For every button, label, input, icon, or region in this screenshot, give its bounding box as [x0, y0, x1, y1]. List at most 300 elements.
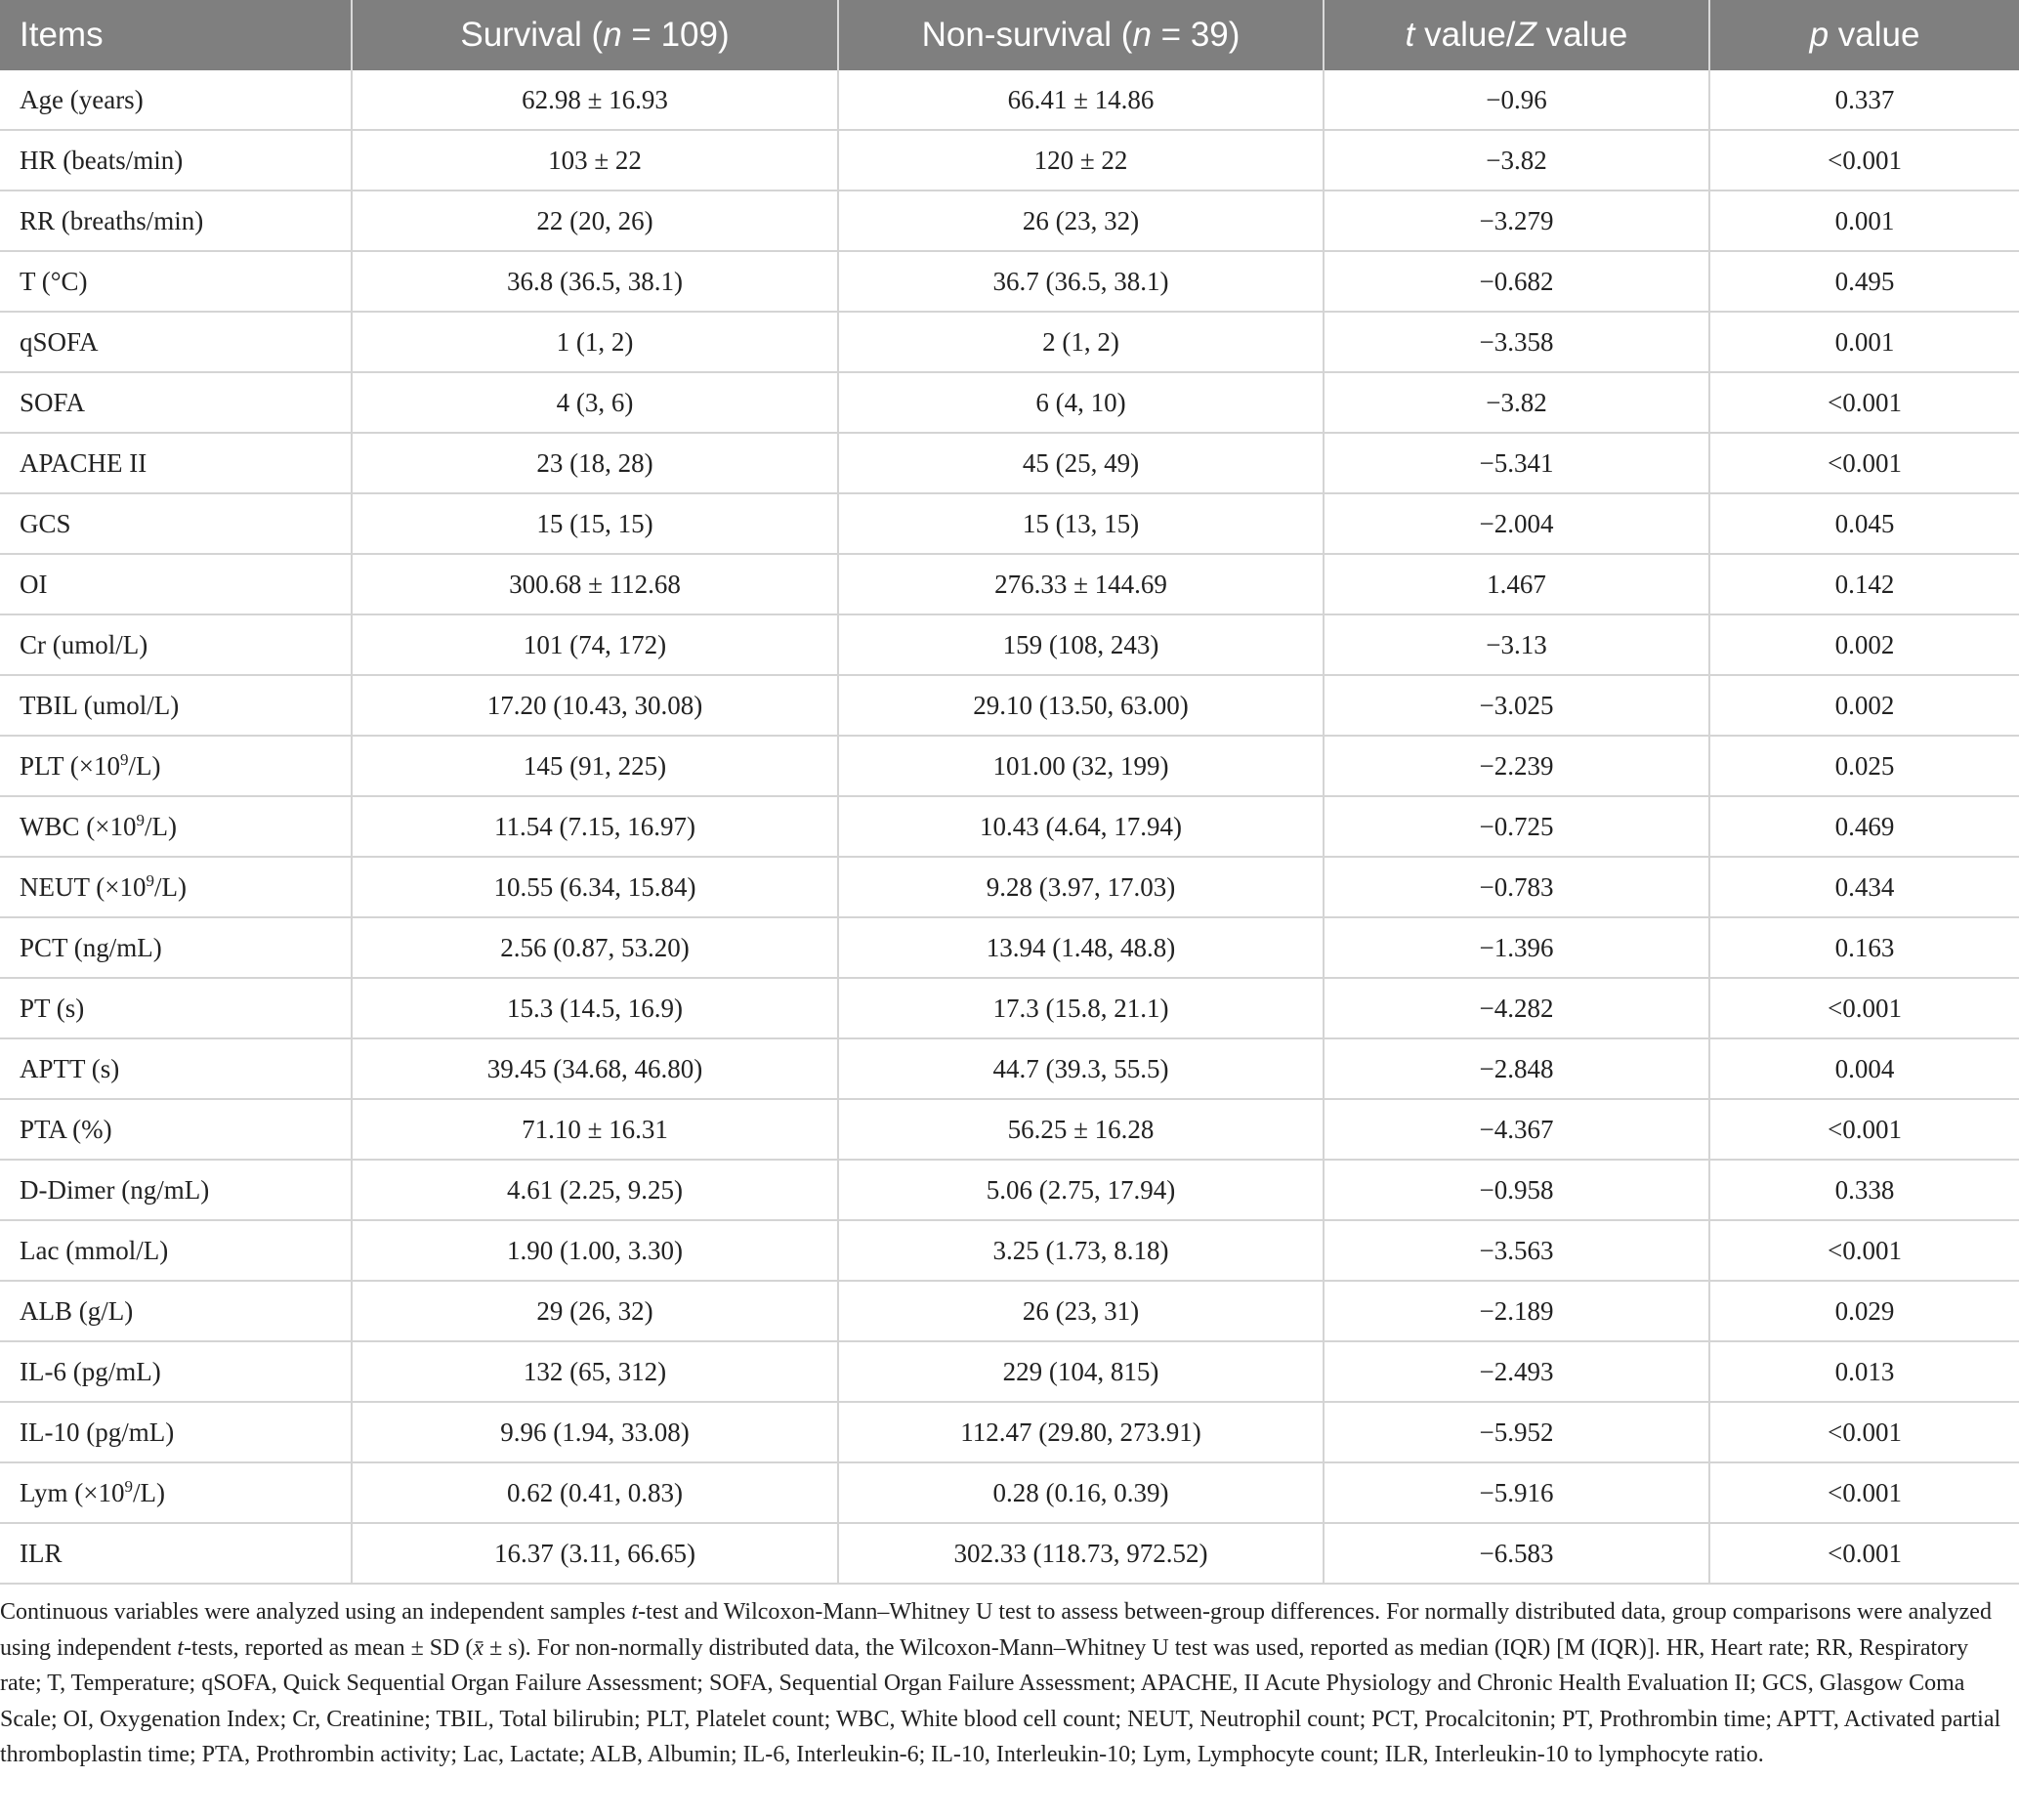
- cell-p-value: [1709, 312, 2019, 372]
- cell-survival-text: 62.98 ± 16.93: [522, 84, 668, 114]
- cell-p-value-text: <0.001: [1828, 387, 1902, 417]
- table-row: [0, 1341, 2019, 1402]
- cell-p-value: [1709, 1523, 2019, 1584]
- cell-survival-text: 71.10 ± 16.31: [522, 1114, 668, 1144]
- cell-p-value-text: <0.001: [1828, 1538, 1902, 1568]
- cell-statistic-text: −1.396: [1479, 932, 1554, 962]
- cell-item-exponent: 9: [120, 750, 129, 769]
- cell-statistic-text: −2.239: [1479, 750, 1554, 781]
- cell-statistic: [1324, 857, 1709, 917]
- cell-p-value-text: 0.013: [1834, 1356, 1895, 1386]
- cell-item: [0, 1038, 352, 1099]
- cell-p-value: [1709, 1462, 2019, 1523]
- cell-p-value: [1709, 1402, 2019, 1462]
- cell-p-value: [1709, 433, 2019, 493]
- cell-statistic-text: −5.916: [1479, 1477, 1554, 1507]
- cell-item: [0, 1523, 352, 1584]
- cell-item-text: PT (s): [20, 993, 85, 1023]
- cell-survival-text: 16.37 (3.11, 66.65): [494, 1538, 695, 1568]
- header-statistic-t: t: [1405, 16, 1415, 54]
- cell-statistic-text: −3.82: [1486, 145, 1547, 175]
- cell-statistic-text: −5.341: [1479, 447, 1554, 478]
- cell-non-survival: [838, 372, 1324, 433]
- cell-survival: [352, 1281, 838, 1341]
- cell-item-text: WBC (×10: [20, 812, 137, 841]
- cell-survival: [352, 312, 838, 372]
- cell-item: [0, 736, 352, 796]
- cell-survival-text: 36.8 (36.5, 38.1): [507, 266, 683, 296]
- cell-p-value: [1709, 1341, 2019, 1402]
- table-row: [0, 70, 2019, 130]
- cell-statistic-text: −2.004: [1479, 508, 1554, 538]
- table-row: [0, 251, 2019, 312]
- table-row: [0, 1462, 2019, 1523]
- footnote-text-2: -test and Wilcoxon-Mann–Whitney U test to assess between-group differences. For normally distributed data, group comparisons were analyzed using independent: [0, 1599, 1992, 1661]
- cell-non-survival-text: 17.3 (15.8, 21.1): [992, 993, 1169, 1023]
- cell-survival: [352, 433, 838, 493]
- cell-survival: [352, 1099, 838, 1160]
- cell-non-survival: [838, 190, 1324, 251]
- cell-item: [0, 1220, 352, 1281]
- cell-survival-text: 101 (74, 172): [523, 629, 667, 659]
- cell-p-value-text: <0.001: [1828, 1114, 1902, 1144]
- header-non-survival-n: n: [1132, 16, 1152, 54]
- cell-item-text: APACHE II: [20, 447, 147, 478]
- cell-non-survival: [838, 251, 1324, 312]
- header-p-value-p: p: [1809, 16, 1830, 54]
- cell-survival-text: 132 (65, 312): [523, 1356, 667, 1386]
- cell-non-survival-text: 112.47 (29.80, 273.91): [960, 1417, 1201, 1447]
- cell-survival: [352, 1462, 838, 1523]
- header-items: [0, 0, 352, 70]
- cell-item-text: PCT (ng/mL): [20, 932, 162, 962]
- cell-p-value-text: <0.001: [1828, 1477, 1902, 1507]
- cell-non-survival: [838, 1281, 1324, 1341]
- cell-non-survival-text: 9.28 (3.97, 17.03): [986, 871, 1176, 902]
- cell-non-survival: [838, 554, 1324, 614]
- cell-non-survival: [838, 1462, 1324, 1523]
- table-row: [0, 917, 2019, 978]
- cell-survival: [352, 190, 838, 251]
- cell-survival-text: 103 ± 22: [548, 145, 642, 175]
- cell-statistic-text: −5.952: [1479, 1417, 1554, 1447]
- cell-statistic-text: −4.367: [1479, 1114, 1554, 1144]
- table-body: [0, 70, 2019, 1584]
- cell-statistic: [1324, 1160, 1709, 1220]
- table-row: [0, 1281, 2019, 1341]
- cell-item-text: ILR: [20, 1538, 63, 1568]
- table-row: [0, 1160, 2019, 1220]
- cell-p-value: [1709, 1220, 2019, 1281]
- cell-non-survival-text: 45 (25, 49): [1022, 447, 1140, 478]
- cell-p-value: [1709, 917, 2019, 978]
- footnote-text-3: -tests, reported as mean ± SD (: [183, 1634, 474, 1661]
- cell-non-survival: [838, 433, 1324, 493]
- cell-non-survival: [838, 130, 1324, 190]
- cell-non-survival: [838, 1341, 1324, 1402]
- cell-statistic-text: −3.82: [1486, 387, 1547, 417]
- cell-p-value: [1709, 190, 2019, 251]
- cell-item: [0, 857, 352, 917]
- cell-non-survival-text: 10.43 (4.64, 17.94): [980, 811, 1182, 841]
- cell-p-value-text: <0.001: [1828, 447, 1902, 478]
- cell-item: [0, 917, 352, 978]
- table-row: [0, 433, 2019, 493]
- cell-statistic-text: −3.13: [1486, 629, 1547, 659]
- cell-p-value: [1709, 251, 2019, 312]
- cell-statistic: [1324, 675, 1709, 736]
- cell-non-survival: [838, 978, 1324, 1038]
- cell-survival-text: 4.61 (2.25, 9.25): [507, 1174, 683, 1205]
- cell-p-value-text: 0.163: [1834, 932, 1895, 962]
- cell-p-value-text: 0.142: [1834, 569, 1895, 599]
- cell-non-survival-text: 66.41 ± 14.86: [1007, 84, 1155, 114]
- cell-p-value: [1709, 130, 2019, 190]
- cell-p-value-text: 0.434: [1834, 871, 1895, 902]
- cell-non-survival-text: 101.00 (32, 199): [992, 750, 1169, 781]
- cell-survival: [352, 857, 838, 917]
- header-statistic-tail: value: [1535, 16, 1628, 54]
- cell-item-text: APTT (s): [20, 1053, 120, 1083]
- cell-survival: [352, 130, 838, 190]
- table-row: [0, 796, 2019, 857]
- cell-survival: [352, 251, 838, 312]
- header-non-survival-post: = 39): [1151, 16, 1241, 54]
- cell-statistic: [1324, 372, 1709, 433]
- cell-p-value: [1709, 796, 2019, 857]
- cell-survival: [352, 1160, 838, 1220]
- cell-non-survival-text: 56.25 ± 16.28: [1007, 1114, 1155, 1144]
- cell-statistic-text: −0.725: [1479, 811, 1554, 841]
- cell-non-survival: [838, 70, 1324, 130]
- footnote-text-1: Continuous variables were analyzed using an independent samples: [0, 1599, 632, 1625]
- cell-survival: [352, 1220, 838, 1281]
- table-row: [0, 493, 2019, 554]
- cell-item-text: IL-10 (pg/mL): [20, 1417, 175, 1447]
- cell-statistic: [1324, 1341, 1709, 1402]
- cell-statistic: [1324, 1281, 1709, 1341]
- cell-item: [0, 1099, 352, 1160]
- cell-statistic-text: −3.358: [1479, 326, 1554, 357]
- cell-non-survival-text: 15 (13, 15): [1022, 508, 1140, 538]
- header-row: [0, 0, 2019, 70]
- cell-item-text: TBIL (umol/L): [20, 690, 180, 720]
- table-row: [0, 736, 2019, 796]
- cell-survival-text: 145 (91, 225): [523, 750, 667, 781]
- cell-statistic: [1324, 1099, 1709, 1160]
- table-row: [0, 978, 2019, 1038]
- footnote-italic-t-2: t: [177, 1634, 184, 1661]
- table-row: [0, 130, 2019, 190]
- cell-item-text: OI: [20, 569, 48, 599]
- cell-non-survival-text: 36.7 (36.5, 38.1): [992, 266, 1169, 296]
- cell-survival: [352, 493, 838, 554]
- cell-survival-text: 15.3 (14.5, 16.9): [507, 993, 683, 1023]
- cell-p-value-text: 0.045: [1834, 508, 1895, 538]
- cell-non-survival: [838, 796, 1324, 857]
- cell-item-text: D-Dimer (ng/mL): [20, 1174, 210, 1205]
- cell-statistic-text: −2.493: [1479, 1356, 1554, 1386]
- cell-item-text: Cr (umol/L): [20, 629, 148, 659]
- cell-p-value-text: 0.337: [1834, 84, 1895, 114]
- cell-p-value: [1709, 736, 2019, 796]
- cell-non-survival: [838, 493, 1324, 554]
- cell-statistic: [1324, 130, 1709, 190]
- cell-non-survival: [838, 675, 1324, 736]
- cell-survival: [352, 554, 838, 614]
- cell-statistic: [1324, 1523, 1709, 1584]
- cell-p-value-text: 0.001: [1834, 326, 1895, 357]
- cell-item-exponent: 9: [136, 811, 145, 829]
- cell-survival-text: 17.20 (10.43, 30.08): [486, 690, 703, 720]
- cell-p-value: [1709, 554, 2019, 614]
- cell-statistic-text: −4.282: [1479, 993, 1554, 1023]
- table-row: [0, 372, 2019, 433]
- cell-non-survival: [838, 917, 1324, 978]
- cell-item-text: GCS: [20, 508, 71, 538]
- table-row: [0, 675, 2019, 736]
- cell-survival: [352, 978, 838, 1038]
- table-row: [0, 1523, 2019, 1584]
- cell-survival-text: 4 (3, 6): [556, 387, 634, 417]
- cell-statistic: [1324, 312, 1709, 372]
- cell-statistic-text: −0.958: [1479, 1174, 1554, 1205]
- cell-non-survival-text: 26 (23, 31): [1022, 1295, 1140, 1326]
- cell-item-unit: /L): [153, 872, 187, 902]
- cell-item: [0, 433, 352, 493]
- cell-statistic-text: −6.583: [1479, 1538, 1554, 1568]
- cell-survival-text: 22 (20, 26): [536, 205, 653, 235]
- cell-p-value: [1709, 857, 2019, 917]
- cell-p-value: [1709, 1160, 2019, 1220]
- cell-non-survival: [838, 312, 1324, 372]
- cell-non-survival-text: 5.06 (2.75, 17.94): [986, 1174, 1176, 1205]
- cell-p-value-text: 0.004: [1834, 1053, 1895, 1083]
- cell-p-value: [1709, 372, 2019, 433]
- table-row: [0, 857, 2019, 917]
- cell-survival: [352, 614, 838, 675]
- header-statistic-mid: value/: [1414, 16, 1516, 54]
- cell-item: [0, 312, 352, 372]
- cell-statistic: [1324, 917, 1709, 978]
- cell-item: [0, 1281, 352, 1341]
- footnote-text-4: ± s). For non-normally distributed data, the Wilcoxon-Mann–Whitney U test was used, reported as median (IQR) [M (IQR)]. HR, Heart rate; RR, Respiratory rate; T, Temperature; qSOFA, Quick Sequential Organ Failure Assessment; SOFA, Sequential Organ Failure Assessment; APACHE, II Acute Physiology and Chronic Health Evaluation II; GCS, Glasgow Coma Scale; OI, Oxygenation Index; Cr, Creatinine; TBIL, Total bilirubin; PLT, Platelet count; WBC, White blood cell count; NEUT, Neutrophil count; PCT, Procalcitonin; PT, Prothrombin time; APTT, Activated partial thromboplastin time; PTA, Prothrombin activity; Lac, Lactate; ALB, Albumin; IL-6, Interleukin-6; IL-10, Interleukin-10; Lym, Lymphocyte count; ILR, Interleukin-10 to lymphocyte ratio.: [0, 1634, 2001, 1767]
- cell-survival-text: 1.90 (1.00, 3.30): [507, 1235, 683, 1265]
- header-survival-pre: Survival (: [460, 16, 604, 54]
- cell-p-value-text: 0.025: [1834, 750, 1895, 781]
- cell-item-unit: /L): [144, 812, 177, 841]
- cell-statistic-text: −3.563: [1479, 1235, 1554, 1265]
- cell-statistic: [1324, 1462, 1709, 1523]
- cell-item-text: Lym (×10: [20, 1478, 125, 1507]
- cell-survival: [352, 1402, 838, 1462]
- cell-survival: [352, 1523, 838, 1584]
- cell-item: [0, 70, 352, 130]
- cell-statistic-text: 1.467: [1487, 569, 1546, 599]
- cell-statistic: [1324, 70, 1709, 130]
- cell-survival: [352, 796, 838, 857]
- cell-statistic: [1324, 978, 1709, 1038]
- cell-survival-text: 9.96 (1.94, 33.08): [500, 1417, 690, 1447]
- cell-item-text: T (°C): [20, 266, 88, 296]
- cell-p-value: [1709, 614, 2019, 675]
- cell-p-value: [1709, 493, 2019, 554]
- cell-p-value-text: 0.469: [1834, 811, 1895, 841]
- cell-statistic-text: −3.279: [1479, 205, 1554, 235]
- cell-non-survival: [838, 857, 1324, 917]
- cell-survival-text: 300.68 ± 112.68: [509, 569, 681, 599]
- cell-item: [0, 796, 352, 857]
- table-row: [0, 554, 2019, 614]
- cell-non-survival-text: 26 (23, 32): [1022, 205, 1140, 235]
- cell-statistic-text: −2.189: [1479, 1295, 1554, 1326]
- cell-p-value: [1709, 675, 2019, 736]
- cell-non-survival-text: 3.25 (1.73, 8.18): [992, 1235, 1169, 1265]
- cell-non-survival-text: 13.94 (1.48, 48.8): [986, 932, 1176, 962]
- cell-p-value: [1709, 1099, 2019, 1160]
- header-non-survival-pre: Non-survival (: [921, 16, 1133, 54]
- cell-p-value: [1709, 978, 2019, 1038]
- cell-non-survival-text: 276.33 ± 144.69: [994, 569, 1167, 599]
- cell-non-survival-text: 120 ± 22: [1033, 145, 1128, 175]
- cell-non-survival-text: 6 (4, 10): [1035, 387, 1126, 417]
- header-items-label: Items: [20, 16, 104, 54]
- cell-survival-text: 1 (1, 2): [556, 326, 634, 357]
- cell-survival-text: 10.55 (6.34, 15.84): [493, 871, 696, 902]
- cell-statistic: [1324, 614, 1709, 675]
- cell-statistic-text: −3.025: [1479, 690, 1554, 720]
- header-statistic: [1324, 0, 1709, 70]
- cell-p-value-text: 0.002: [1834, 629, 1895, 659]
- cell-non-survival-text: 229 (104, 815): [1002, 1356, 1159, 1386]
- cell-item-text: NEUT (×10: [20, 872, 147, 902]
- cell-statistic-text: −0.783: [1479, 871, 1554, 902]
- cell-item-text: PTA (%): [20, 1114, 112, 1144]
- cell-p-value-text: 0.029: [1834, 1295, 1895, 1326]
- cell-item: [0, 251, 352, 312]
- cell-non-survival: [838, 1402, 1324, 1462]
- cell-p-value-text: 0.338: [1834, 1174, 1895, 1205]
- table-row: [0, 1402, 2019, 1462]
- cell-non-survival: [838, 1099, 1324, 1160]
- cell-item: [0, 1402, 352, 1462]
- cell-item-exponent: 9: [124, 1477, 133, 1496]
- cell-survival: [352, 917, 838, 978]
- cell-p-value-text: <0.001: [1828, 1417, 1902, 1447]
- cell-item: [0, 1462, 352, 1523]
- header-p-value: [1709, 0, 2019, 70]
- cell-statistic: [1324, 433, 1709, 493]
- cell-survival-text: 0.62 (0.41, 0.83): [507, 1477, 683, 1507]
- cell-item-unit: /L): [132, 1478, 165, 1507]
- header-survival: [352, 0, 838, 70]
- table-row: [0, 312, 2019, 372]
- cell-survival-text: 2.56 (0.87, 53.20): [500, 932, 690, 962]
- cell-non-survival-text: 2 (1, 2): [1042, 326, 1119, 357]
- table-row: [0, 1038, 2019, 1099]
- cell-item: [0, 190, 352, 251]
- cell-item-unit: /L): [128, 751, 161, 781]
- cell-non-survival: [838, 614, 1324, 675]
- cell-statistic: [1324, 251, 1709, 312]
- cell-non-survival-text: 302.33 (118.73, 972.52): [953, 1538, 1208, 1568]
- cell-statistic: [1324, 1220, 1709, 1281]
- cell-statistic: [1324, 1402, 1709, 1462]
- cell-non-survival-text: 44.7 (39.3, 55.5): [992, 1053, 1169, 1083]
- cell-item-exponent: 9: [146, 871, 154, 890]
- cell-statistic: [1324, 796, 1709, 857]
- cell-item-text: PLT (×10: [20, 751, 121, 781]
- header-non-survival: [838, 0, 1324, 70]
- cell-item-text: Lac (mmol/L): [20, 1235, 169, 1265]
- cell-item-text: RR (breaths/min): [20, 205, 204, 235]
- table-header: [0, 0, 2019, 70]
- cell-item: [0, 614, 352, 675]
- cell-item-text: HR (beats/min): [20, 145, 184, 175]
- cell-item: [0, 554, 352, 614]
- cell-p-value-text: 0.002: [1834, 690, 1895, 720]
- cell-survival: [352, 1341, 838, 1402]
- cell-survival-text: 11.54 (7.15, 16.97): [494, 811, 695, 841]
- cell-survival: [352, 1038, 838, 1099]
- cell-survival: [352, 675, 838, 736]
- cell-item-text: qSOFA: [20, 326, 99, 357]
- cell-p-value-text: <0.001: [1828, 145, 1902, 175]
- cell-non-survival: [838, 1220, 1324, 1281]
- cell-item-text: ALB (g/L): [20, 1295, 134, 1326]
- header-survival-post: = 109): [621, 16, 730, 54]
- cell-item: [0, 1160, 352, 1220]
- footnote-italic-t-1: t: [631, 1599, 639, 1625]
- cell-p-value-text: <0.001: [1828, 993, 1902, 1023]
- cell-item: [0, 675, 352, 736]
- cell-survival-text: 23 (18, 28): [536, 447, 653, 478]
- cell-statistic: [1324, 493, 1709, 554]
- cell-item: [0, 130, 352, 190]
- cell-non-survival: [838, 1038, 1324, 1099]
- cell-statistic-text: −0.682: [1479, 266, 1554, 296]
- cell-survival: [352, 372, 838, 433]
- header-survival-n: n: [603, 16, 622, 54]
- table-row: [0, 1099, 2019, 1160]
- cell-non-survival: [838, 1523, 1324, 1584]
- cell-p-value: [1709, 70, 2019, 130]
- cell-survival-text: 15 (15, 15): [536, 508, 653, 538]
- cell-p-value-text: 0.001: [1834, 205, 1895, 235]
- cell-item-text: SOFA: [20, 387, 86, 417]
- cell-non-survival-text: 159 (108, 243): [1002, 629, 1159, 659]
- cell-p-value: [1709, 1281, 2019, 1341]
- cell-survival: [352, 70, 838, 130]
- cell-item: [0, 372, 352, 433]
- cell-non-survival-text: 29.10 (13.50, 63.00): [973, 690, 1189, 720]
- cell-item: [0, 1341, 352, 1402]
- cell-item-text: Age (years): [20, 84, 144, 114]
- cell-p-value-text: 0.495: [1834, 266, 1895, 296]
- header-p-value-post: value: [1829, 16, 1920, 54]
- cell-statistic-text: −0.96: [1486, 84, 1547, 114]
- cell-statistic-text: −2.848: [1479, 1053, 1554, 1083]
- footnote-italic-xbar: x̄: [473, 1634, 484, 1661]
- table-row: [0, 614, 2019, 675]
- cell-non-survival-text: 0.28 (0.16, 0.39): [992, 1477, 1169, 1507]
- table-row: [0, 190, 2019, 251]
- cell-item: [0, 493, 352, 554]
- cell-survival-text: 29 (26, 32): [536, 1295, 653, 1326]
- cell-non-survival: [838, 736, 1324, 796]
- table-footnote: [0, 1594, 2002, 1773]
- cell-non-survival: [838, 1160, 1324, 1220]
